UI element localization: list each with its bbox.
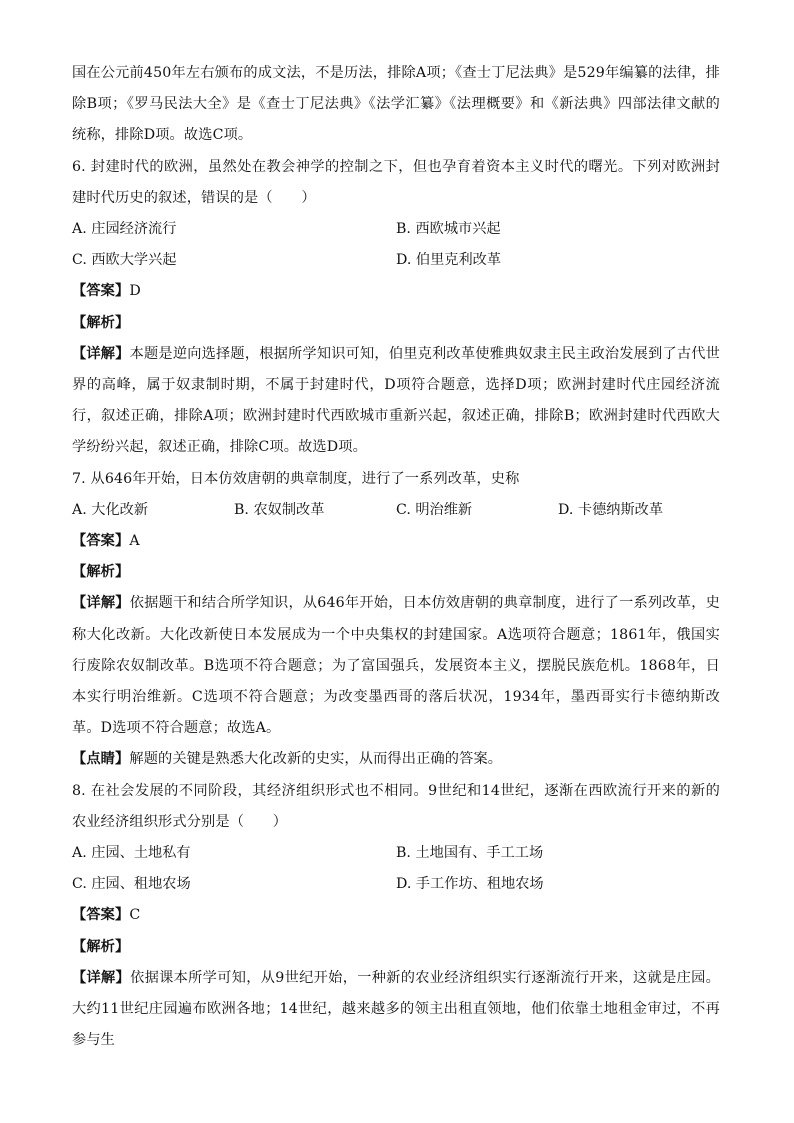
- question-8-detail: [72, 963, 720, 1057]
- analysis-tag: 【解析】: [72, 314, 130, 331]
- analysis-tag: 【解析】: [72, 938, 130, 955]
- document-page: [72, 58, 720, 1057]
- note-tag: 【点睛】: [72, 751, 130, 768]
- question-6-analysis-heading: [72, 308, 720, 339]
- question-8-option-b: B. 土地国有、手工工场: [396, 845, 544, 862]
- question-6-option-a: A. 庄园经济流行: [72, 221, 177, 238]
- question-6-option-c: C. 西欧大学兴起: [72, 252, 177, 269]
- question-8-option-a: A. 庄园、土地私有: [72, 845, 191, 862]
- detail-text: 本题是逆向选择题，根据所学知识可知，伯里克利改革使雅典奴隶主民主政治发展到了古代世界的高峰，属于奴隶制时期，不属于封建时代，D项符合题意，选择D项；欧洲封建时代庄园经济流行，叙述正确，排除A项；欧洲封建时代西欧城市重新兴起，叙述正确，排除B；欧洲封建时代西欧大学纷纷兴起，叙述正确，排除C项。故选D项。: [72, 345, 720, 456]
- question-7-answer: [72, 526, 720, 557]
- previous-answer-tail: 国在公元前450年左右颁布的成文法，不是历法，排除A项；《查士丁尼法典》是529年编纂的法律，排除B项；《罗马民法大全》是《查士丁尼法典》《法学汇纂》《法理概要》和《新法典》四部法律文献的统称，排除D项。故选C项。: [72, 65, 720, 144]
- question-6-detail: [72, 339, 720, 464]
- question-7-stem: 7. 从646年开始，日本仿效唐朝的典章制度，进行了一系列改革，史称: [72, 470, 520, 487]
- question-7-option-c: C. 明治维新: [396, 501, 473, 518]
- analysis-tag: 【解析】: [72, 564, 130, 581]
- question-6-options-row-1: [72, 214, 720, 245]
- answer-value: D: [129, 283, 141, 300]
- detail-text: 依据题干和结合所学知识，从646年开始，日本仿效唐朝的典章制度，进行了一系列改革，史称大化改新。大化改新使日本发展成为一个中央集权的封建国家。A选项符合题意；1861年，俄国实行废除农奴制改革。B选项不符合题意；为了富国强兵，发展资本主义，摆脱民族危机。1868年，日本实行明治维新。C选项不符合题意；为改变墨西哥的落后状况，1934年，墨西哥实行卡德纳斯改革。D选项不符合题意；故选A。: [72, 595, 720, 737]
- question-8-stem: 8. 在社会发展的不同阶段，其经济组织形式也不相同。9世纪和14世纪，逐渐在西欧流行开来的新的农业经济组织形式分别是（ ）: [72, 782, 720, 830]
- question-8-options-row-1: [72, 838, 720, 869]
- answer-tag: 【答案】: [72, 533, 130, 550]
- question-6-stem: 6. 封建时代的欧洲，虽然处在教会神学的控制之下，但也孕育着资本主义时代的曙光。下列对欧洲封建时代历史的叙述，错误的是（ ）: [72, 158, 720, 206]
- question-7-analysis-heading: [72, 557, 720, 588]
- detail-tag: 【详解】: [72, 969, 131, 986]
- question-8-options-row-2: [72, 869, 720, 900]
- question-8-answer: [72, 900, 720, 931]
- answer-value: C: [129, 907, 141, 924]
- answer-tag: 【答案】: [72, 907, 130, 924]
- question-8-analysis-heading: [72, 932, 720, 963]
- question-7-option-d: D. 卡德纳斯改革: [558, 501, 664, 518]
- detail-tag: 【详解】: [72, 345, 130, 362]
- detail-tag: 【详解】: [72, 595, 130, 612]
- question-8-option-c: C. 庄园、租地农场: [72, 876, 191, 893]
- question-7-detail: [72, 588, 720, 744]
- question-7-note: [72, 744, 720, 775]
- note-text: 解题的关键是熟悉大化改新的史实，从而得出正确的答案。: [129, 751, 503, 768]
- question-7-option-a: A. 大化改新: [72, 501, 149, 518]
- question-7-option-b: B. 农奴制改革: [234, 501, 325, 518]
- detail-text: 依据课本所学可知，从9世纪开始，一种新的农业经济组织实行逐渐流行开来，这就是庄园。大约11世纪庄园遍布欧洲各地；14世纪，越来越多的领主出租直领地，他们依靠土地租金审过，不再参与生: [72, 969, 720, 1049]
- question-6-options-row-2: [72, 245, 720, 276]
- question-7-options-row: [72, 495, 720, 526]
- question-6-option-b: B. 西欧城市兴起: [396, 221, 501, 238]
- question-6-option-d: D. 伯里克利改革: [396, 252, 502, 269]
- question-8-option-d: D. 手工作坊、租地农场: [396, 876, 544, 893]
- answer-value: A: [129, 533, 140, 550]
- answer-tag: 【答案】: [72, 283, 130, 300]
- question-6-answer: [72, 276, 720, 307]
